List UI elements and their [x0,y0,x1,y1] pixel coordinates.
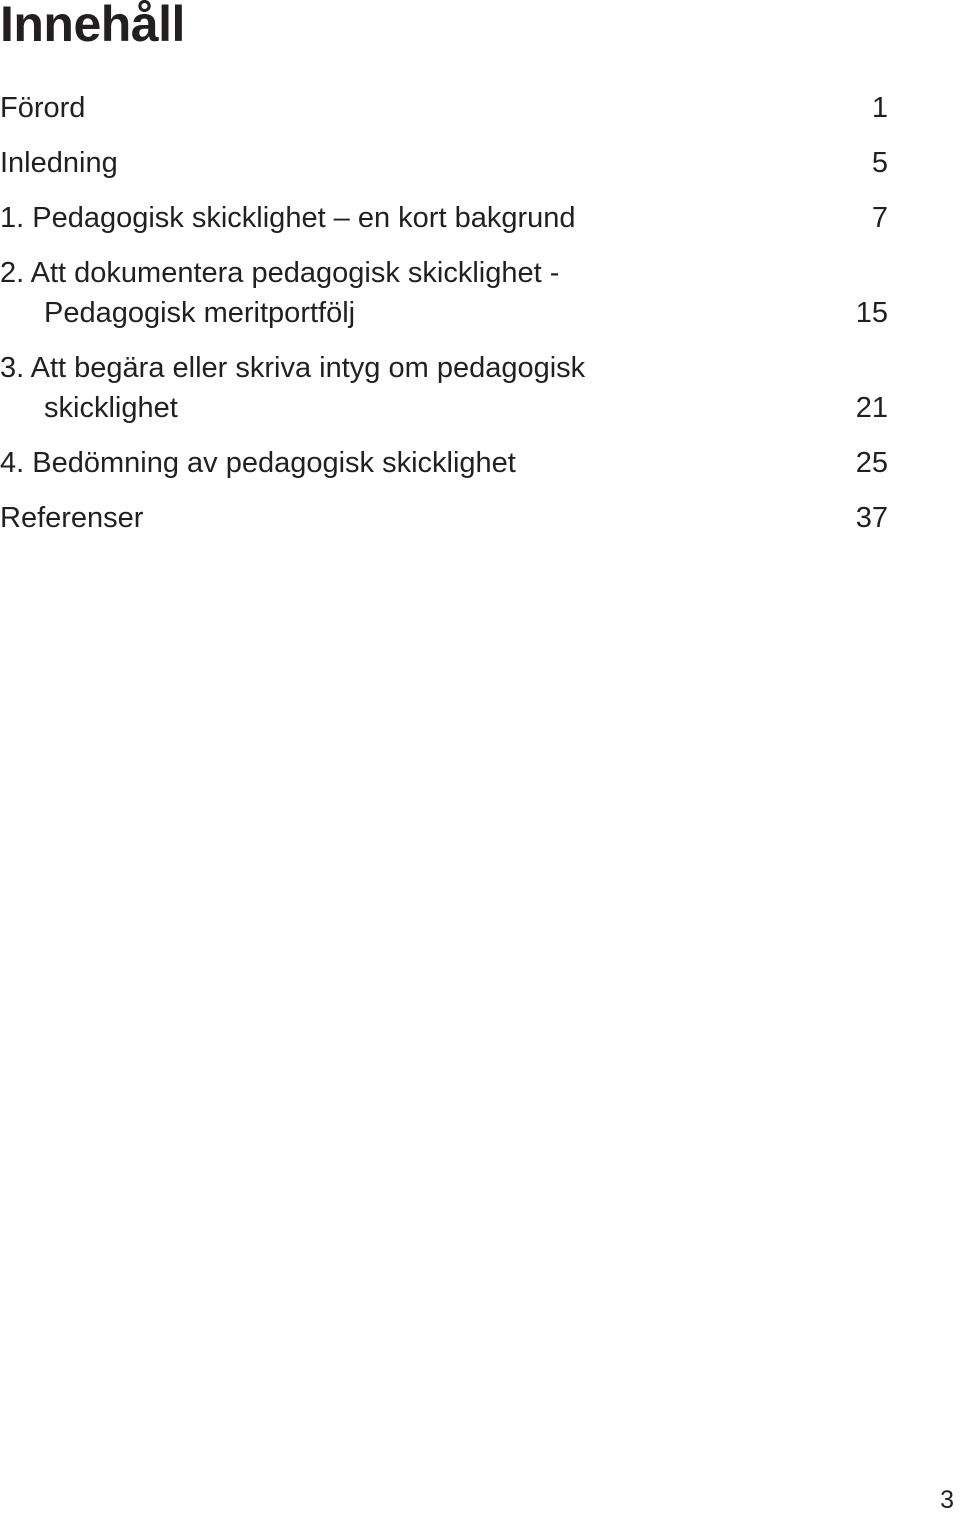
toc-entry-page: 25 [855,447,888,479]
toc-entry-title: 2. Att dokumentera pedagogisk skicklighet - [0,257,560,289]
toc-entry-page: 1 [871,92,888,124]
toc-entry-referenser[interactable] [0,498,888,538]
toc-entry-page: 7 [871,202,888,234]
toc-entry-chapter-3[interactable] [0,348,888,428]
toc-entry-title: Referenser [0,502,144,534]
toc-entry-page: 37 [855,502,888,534]
toc-entry-title-continuation: skicklighet [44,392,178,424]
toc-entry-inledning[interactable] [0,143,888,183]
toc-entry-title: 3. Att begära eller skriva intyg om pedagogisk [0,352,586,384]
toc-entry-title: 4. Bedömning av pedagogisk skicklighet [0,447,516,479]
toc-entry-chapter-4[interactable] [0,443,888,483]
table-of-contents [0,88,888,553]
toc-entry-title: 1. Pedagogisk skicklighet – en kort bakgrund [0,202,576,234]
toc-entry-page: 5 [871,147,888,179]
page-number: 3 [940,1486,954,1514]
toc-entry-forord[interactable] [0,88,888,128]
toc-entry-chapter-2[interactable] [0,253,888,333]
toc-entry-title: Förord [0,92,86,124]
toc-entry-title: Inledning [0,147,118,179]
page-title: Innehåll [0,0,185,52]
toc-entry-chapter-1[interactable] [0,198,888,238]
toc-entry-title-continuation: Pedagogisk meritportfölj [44,297,356,329]
toc-entry-page: 21 [855,392,888,424]
toc-entry-page: 15 [855,297,888,329]
